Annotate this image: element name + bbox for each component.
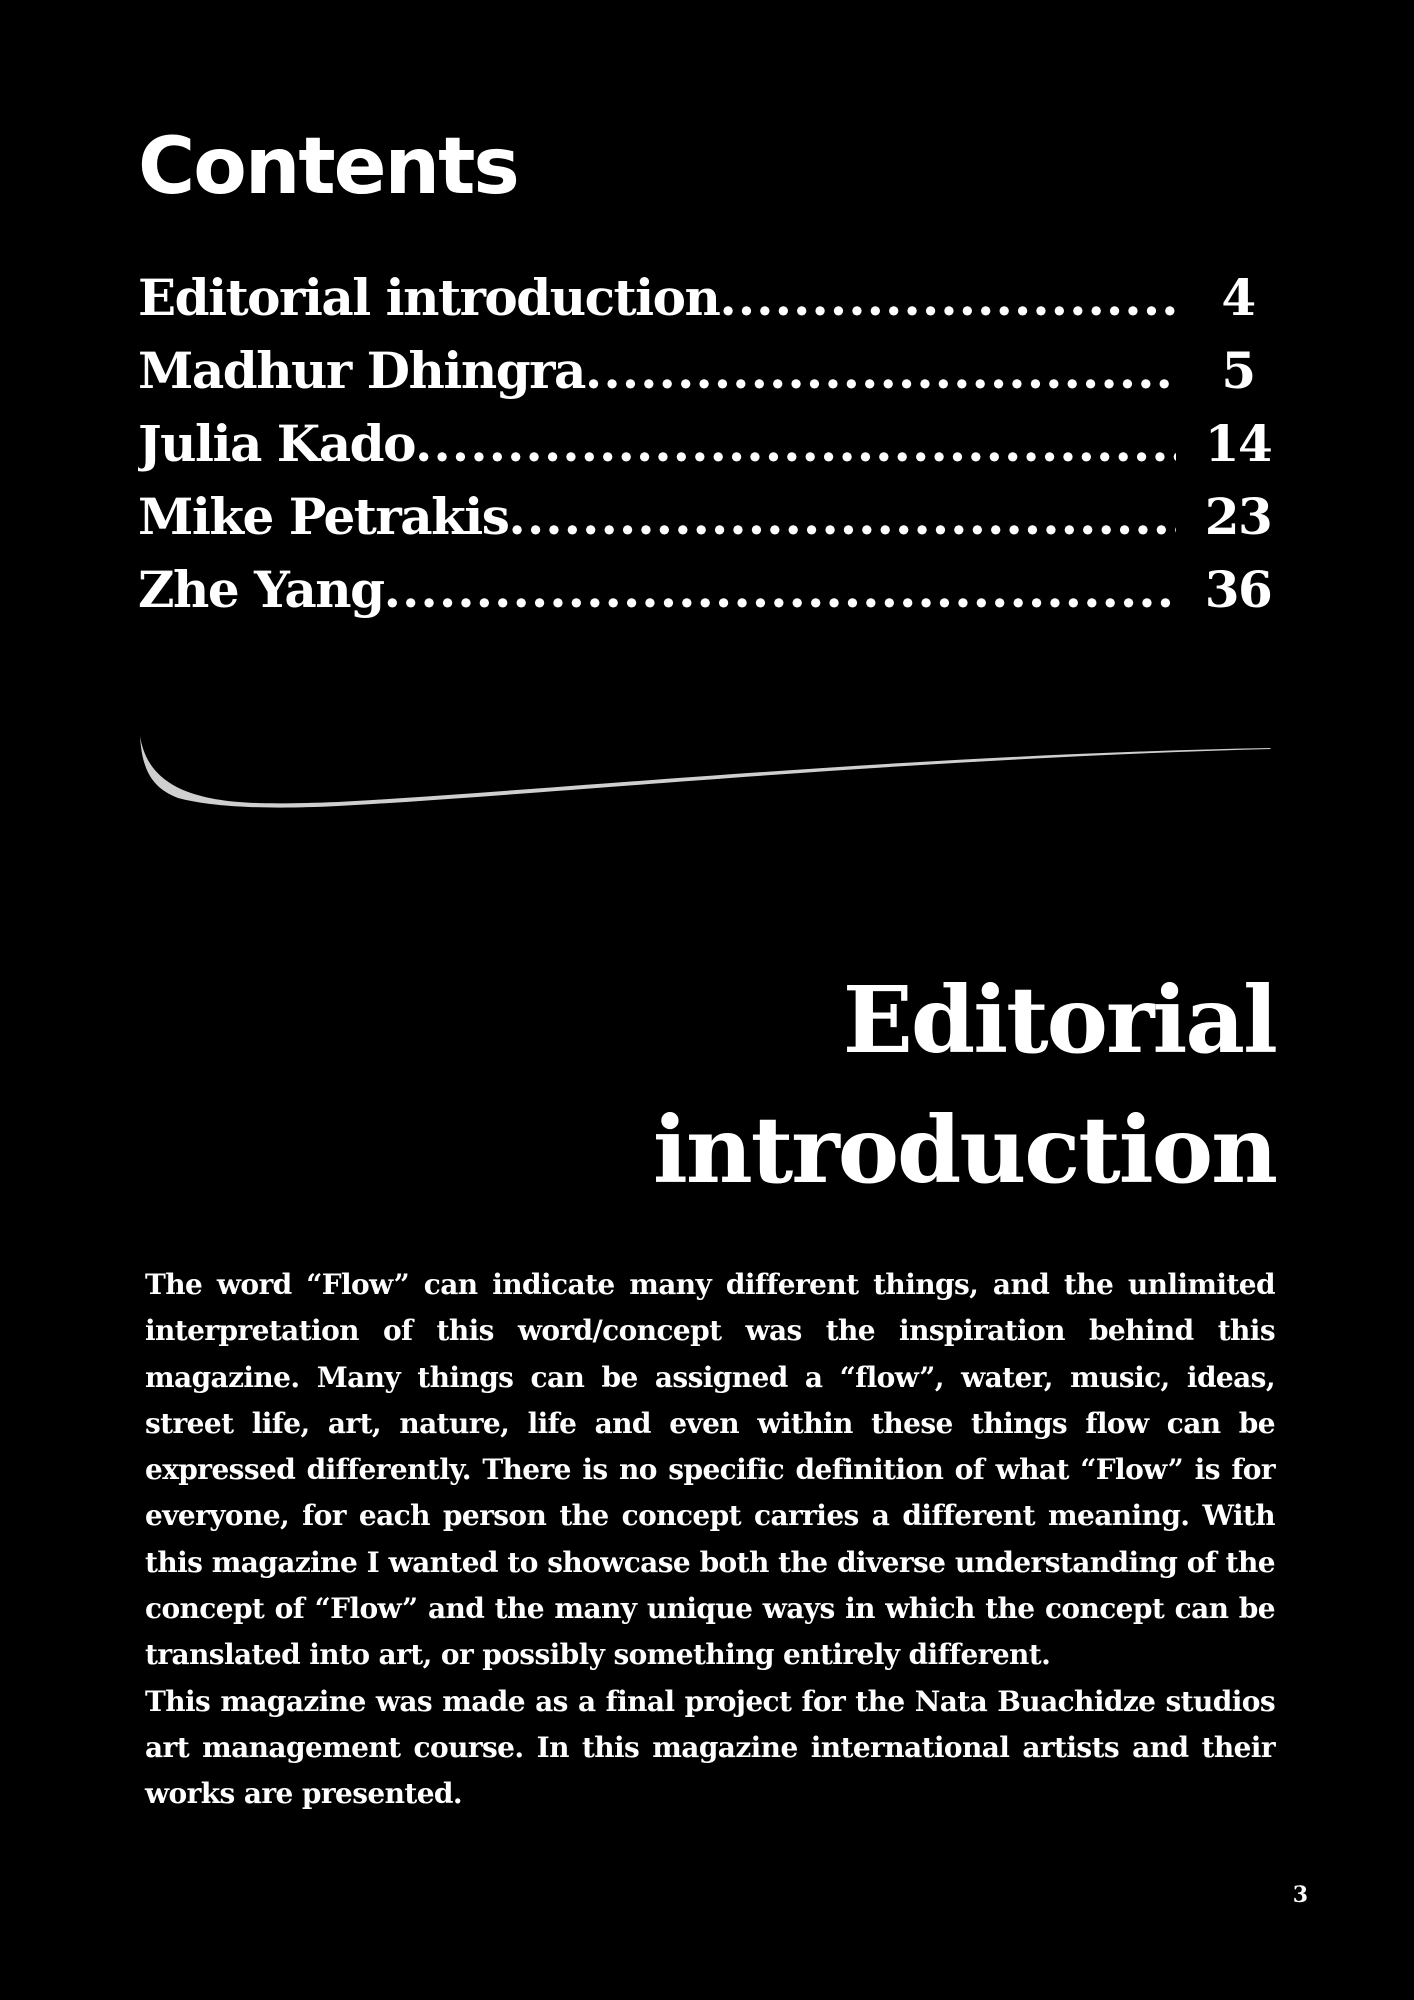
editorial-body	[145, 1262, 1275, 1818]
toc-dot-leader	[415, 414, 1176, 473]
brush-stroke-divider	[138, 730, 1273, 808]
contents-title: Contents	[138, 122, 518, 212]
toc-entry-page: 5	[1221, 341, 1255, 400]
toc-dot-leader	[384, 560, 1176, 619]
toc-entry-julia-kado[interactable]	[138, 414, 1278, 487]
toc-dot-leader	[585, 341, 1176, 400]
editorial-paragraph-2: This magazine was made as a final project for the Nata Buachidze studios art management course. In this magazine international artists and their works are presented.	[145, 1684, 1275, 1811]
editorial-paragraph-1: The word “Flow” can indicate many different things, and the unlimited interpretation of this word/concept was the inspiration behind this magazine. Many things can be assigned a “flow”, water, music, ideas, street life, art, nature, life and even within these things flow can be expressed differently. There is no specific definition of what “Flow” is for everyone, for each person the concept carries a different meaning. With this magazine I wanted to showcase both the diverse understanding of the concept of “Flow” and the many unique ways in which the concept can be translated into art, or possibly something entirely different.	[145, 1268, 1275, 1672]
toc-entry-label: Zhe Yang	[138, 560, 384, 619]
toc-entry-page: 4	[1221, 268, 1255, 327]
toc-entry-label: Editorial introduction	[138, 268, 720, 327]
toc-dot-leader	[508, 487, 1176, 546]
editorial-heading-line1: Editorial	[842, 966, 1276, 1074]
editorial-heading	[476, 955, 1276, 1215]
toc-entry-page: 36	[1204, 560, 1272, 619]
toc-entry-editorial-introduction[interactable]	[138, 268, 1278, 341]
toc-entry-zhe-yang[interactable]	[138, 560, 1278, 633]
table-of-contents	[138, 268, 1278, 633]
toc-entry-madhur-dhingra[interactable]	[138, 341, 1278, 414]
toc-dot-leader	[719, 268, 1176, 327]
toc-entry-page: 14	[1204, 414, 1272, 473]
toc-entry-label: Julia Kado	[138, 414, 415, 473]
toc-entry-page: 23	[1204, 487, 1272, 546]
page-number: 3	[1292, 1882, 1308, 1908]
toc-entry-label: Madhur Dhingra	[138, 341, 585, 400]
toc-entry-mike-petrakis[interactable]	[138, 487, 1278, 560]
toc-entry-label: Mike Petrakis	[138, 487, 509, 546]
editorial-heading-line2: introduction	[652, 1096, 1276, 1204]
